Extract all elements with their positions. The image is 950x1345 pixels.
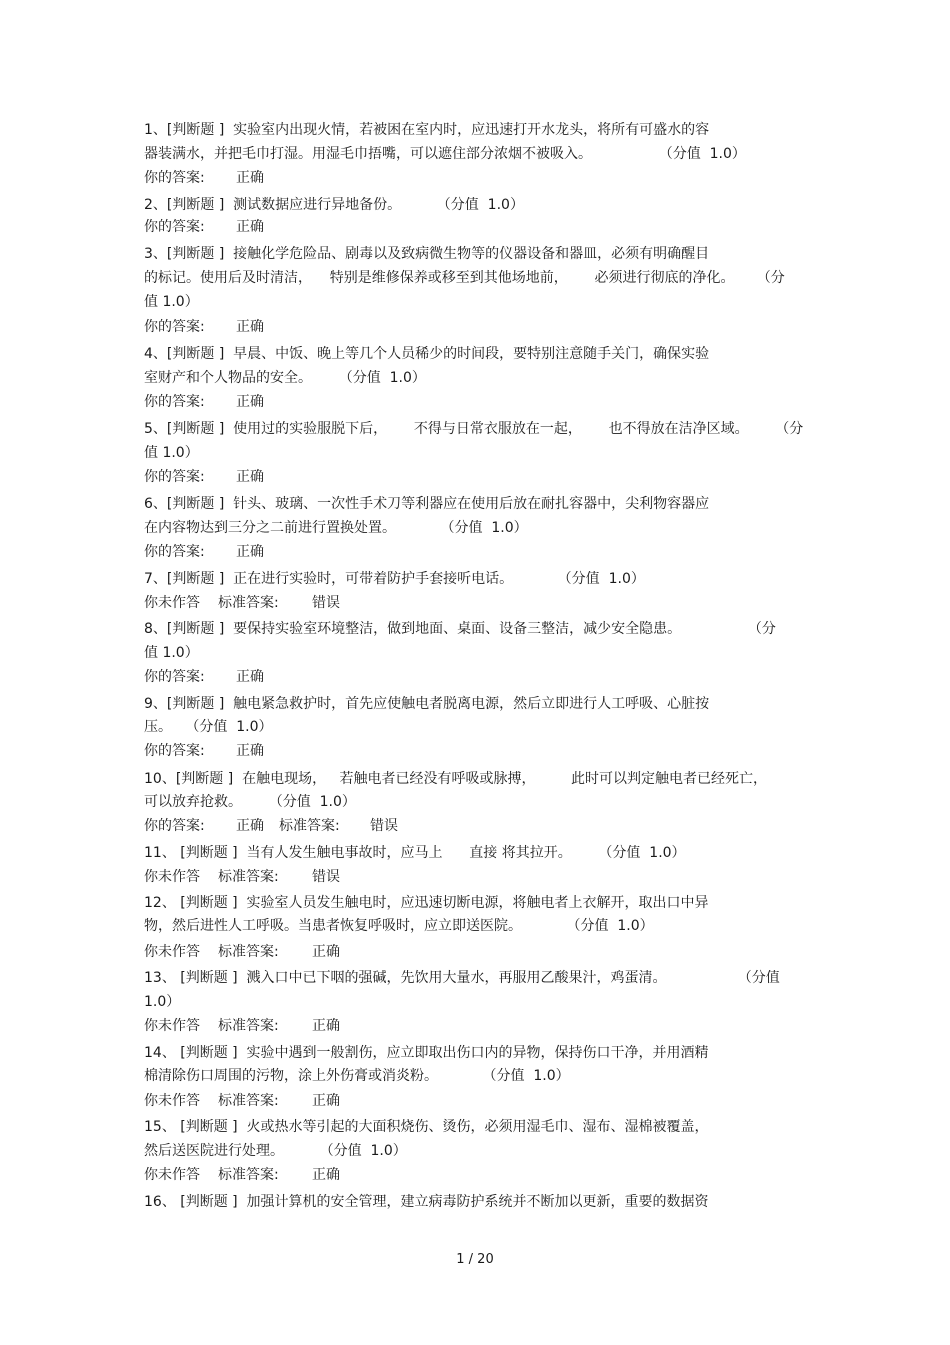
answer-label: 你的答案: <box>144 544 205 560</box>
answer-value: 正确 <box>236 319 264 335</box>
standard-answer-label: 标准答案: <box>218 1018 279 1034</box>
answer-value: 正确 <box>236 669 264 685</box>
question-1-line-1: 1、[判断题 ] 实验室内出现火情，若被困在室内时，应迅速打开水龙头，将所有可盛水的容 <box>144 122 710 138</box>
standard-answer-label: 标准答案: <box>218 944 279 960</box>
standard-answer-label: 标准答案: <box>218 1093 279 1109</box>
question-4-line-1: 4、[判断题 ] 早晨、中饭、晚上等几个人员稀少的时间段，要特别注意随手关门，确保实验 <box>144 346 710 362</box>
standard-answer-label: 标准答案: <box>218 1167 279 1183</box>
answer-label: 你的答案: <box>144 170 205 186</box>
answer-value: 正确 <box>236 544 264 560</box>
standard-answer-label: 标准答案: <box>279 818 340 834</box>
question-8-line-2: 值 1.0） <box>144 645 199 661</box>
answer-label: 你未作答 <box>144 1167 200 1183</box>
question-7-line-1: 7、[判断题 ] 正在进行实验时，可带着防护手套接听电话。 （分值 1.0） <box>144 571 645 587</box>
question-13-line-1: 13、 [判断题 ] 溅入口中已下咽的强碱，先饮用大量水，再服用乙酸果汁，鸡蛋清。 （分值 <box>144 970 780 986</box>
answer-label: 你的答案: <box>144 743 205 759</box>
question-3-line-2: 的标记。使用后及时清洁， 特别是维修保养或移至到其他场地前， 必须进行彻底的净化。 （分 <box>144 270 785 286</box>
standard-answer-value: 错误 <box>312 595 340 611</box>
question-9-line-2: 压。 （分值 1.0） <box>144 719 273 735</box>
standard-answer-label: 标准答案: <box>218 595 279 611</box>
question-10-line-1: 10、[判断题 ] 在触电现场， 若触电者已经没有呼吸或脉搏， 此时可以判定触电者已经死亡， <box>144 771 768 787</box>
answer-label: 你的答案: <box>144 319 205 335</box>
question-6-line-2: 在内容物达到三分之二前进行置换处置。 （分值 1.0） <box>144 520 528 536</box>
answer-value: 正确 <box>236 743 264 759</box>
question-10-line-2: 可以放弃抢救。 （分值 1.0） <box>144 794 356 810</box>
standard-answer-label: 标准答案: <box>218 869 279 885</box>
answer-label: 你未作答 <box>144 595 200 611</box>
question-1-line-2: 器装满水，并把毛巾打湿。用湿毛巾捂嘴，可以遮住部分浓烟不被吸入。 （分值 1.0） <box>144 146 746 162</box>
standard-answer-value: 正确 <box>312 1018 340 1034</box>
question-15-line-2: 然后送医院进行处理。 （分值 1.0） <box>144 1143 407 1159</box>
question-16-line-1: 16、 [判断题 ] 加强计算机的安全管理，建立病毒防护系统并不断加以更新，重要的数据资 <box>144 1194 709 1210</box>
answer-label: 你的答案: <box>144 469 205 485</box>
question-5-line-2: 值 1.0） <box>144 445 199 461</box>
question-9-line-1: 9、[判断题 ] 触电紧急救护时，首先应使触电者脱离电源，然后立即进行人工呼吸、心脏按 <box>144 696 710 712</box>
question-14-line-1: 14、 [判断题 ] 实验中遇到一般割伤，应立即取出伤口内的异物，保持伤口干净，并用酒精 <box>144 1045 709 1061</box>
question-14-line-2: 棉清除伤口周围的污物，涂上外伤膏或消炎粉。 （分值 1.0） <box>144 1068 570 1084</box>
answer-value: 正确 <box>236 469 264 485</box>
question-12-line-1: 12、 [判断题 ] 实验室人员发生触电时，应迅速切断电源，将触电者上衣解开，取出口中异 <box>144 895 709 911</box>
question-4-line-2: 室财产和个人物品的安全。 （分值 1.0） <box>144 370 426 386</box>
answer-label: 你未作答 <box>144 869 200 885</box>
answer-label: 你的答案: <box>144 669 205 685</box>
question-5-line-1: 5、[判断题 ] 使用过的实验服脱下后， 不得与日常衣服放在一起， 也不得放在洁净区域。 （分 <box>144 421 804 437</box>
answer-value: 正确 <box>236 219 264 235</box>
standard-answer-value: 错误 <box>370 818 398 834</box>
answer-label: 你的答案: <box>144 219 205 235</box>
answer-value: 正确 <box>236 170 264 186</box>
answer-value: 正确 <box>236 818 264 834</box>
page-number: 1 / 20 <box>456 1252 494 1267</box>
question-12-line-2: 物，然后进性人工呼吸。当患者恢复呼吸时，应立即送医院。 （分值 1.0） <box>144 918 654 934</box>
answer-label: 你未作答 <box>144 1093 200 1109</box>
standard-answer-value: 正确 <box>312 1093 340 1109</box>
question-11-line-1: 11、 [判断题 ] 当有人发生触电事故时，应马上 直接 将其拉开。 （分值 1.0） <box>144 845 686 861</box>
question-3-line-1: 3、[判断题 ] 接触化学危险品、剧毒以及致病微生物等的仪器设备和器皿，必须有明确醒目 <box>144 246 710 262</box>
answer-label: 你的答案: <box>144 818 205 834</box>
question-8-line-1: 8、[判断题 ] 要保持实验室环境整洁，做到地面、桌面、设备三整洁，减少安全隐患。 （分 <box>144 621 776 637</box>
answer-label: 你的答案: <box>144 394 205 410</box>
question-15-line-1: 15、 [判断题 ] 火或热水等引起的大面积烧伤、烫伤，必须用湿毛巾、湿布、湿棉被覆盖， <box>144 1119 709 1135</box>
answer-label: 你未作答 <box>144 944 200 960</box>
standard-answer-value: 正确 <box>312 1167 340 1183</box>
question-2-line-1: 2、[判断题 ] 测试数据应进行异地备份。 （分值 1.0） <box>144 197 524 213</box>
standard-answer-value: 正确 <box>312 944 340 960</box>
question-13-line-2: 1.0） <box>144 994 181 1010</box>
standard-answer-value: 错误 <box>312 869 340 885</box>
question-6-line-1: 6、[判断题 ] 针头、玻璃、一次性手术刀等利器应在使用后放在耐扎容器中，尖利物容器应 <box>144 496 710 512</box>
answer-label: 你未作答 <box>144 1018 200 1034</box>
question-3-line-3: 值 1.0） <box>144 294 199 310</box>
answer-value: 正确 <box>236 394 264 410</box>
